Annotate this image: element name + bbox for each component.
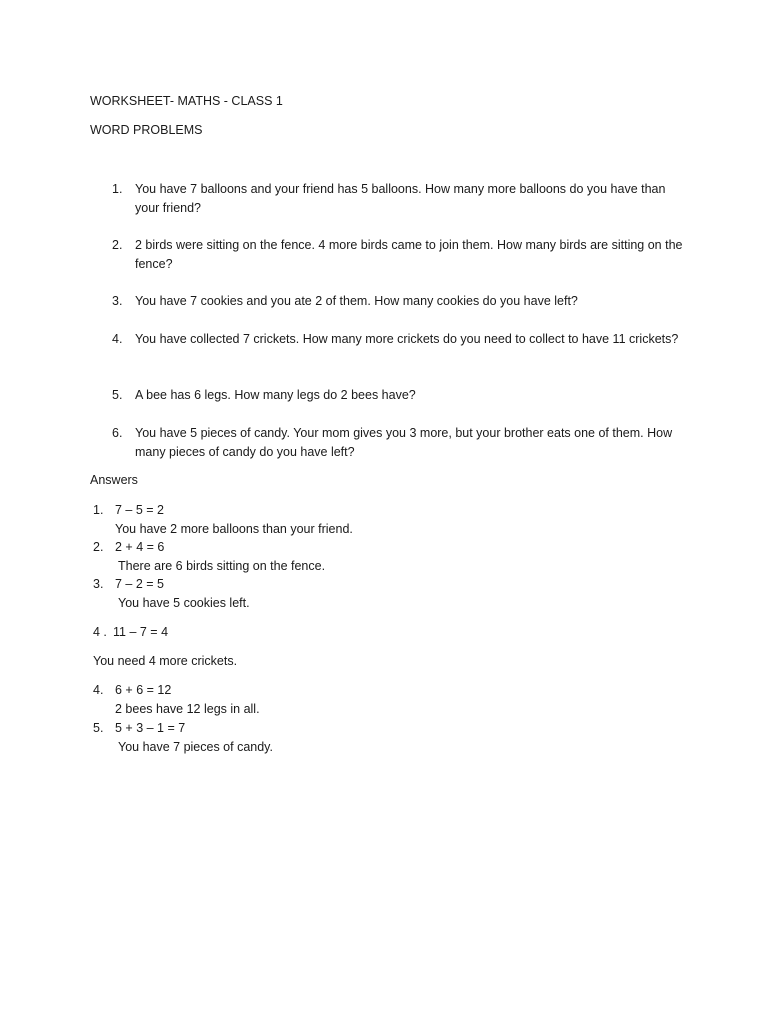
question-number: 4. (112, 332, 123, 346)
question-number: 5. (112, 388, 123, 402)
question-text: 2 birds were sitting on the fence. 4 more birds came to join them. How many birds are sitting on the fence? (135, 238, 683, 271)
question-number: 3. (112, 294, 123, 308)
question-number: 2. (112, 238, 123, 252)
answer-number: 5. (93, 721, 104, 735)
answer-sentence: You have 5 cookies left. (118, 596, 250, 610)
question-number: 1. (112, 182, 123, 196)
question-text: You have 5 pieces of candy. Your mom gives you 3 more, but your brother eats one of them. How many pieces of candy do you have left? (135, 426, 673, 459)
question-text: You have collected 7 crickets. How many more crickets do you need to collect to have 11 crickets? (135, 332, 679, 346)
answer-equation: 2 + 4 = 6 (115, 540, 165, 554)
worksheet-subtitle: WORD PROBLEMS (90, 123, 203, 137)
answer-sentence: You need 4 more crickets. (93, 654, 238, 668)
answer-sentence: You have 2 more balloons than your friend. (115, 522, 353, 536)
answer-sentence: There are 6 birds sitting on the fence. (118, 559, 326, 573)
question-number: 6. (112, 426, 123, 440)
answer-equation: 11 – 7 = 4 (113, 625, 169, 639)
answer-equation: 6 + 6 = 12 (115, 683, 172, 697)
answer-number: 4 . (93, 625, 107, 639)
answer-number: 4. (93, 683, 104, 697)
answer-sentence: 2 bees have 12 legs in all. (115, 702, 260, 716)
answers-heading: Answers (90, 473, 138, 487)
question-text: You have 7 balloons and your friend has 5 balloons. How many more balloons do you have than your friend? (135, 182, 666, 215)
answer-number: 3. (93, 577, 104, 591)
answer-number: 1. (93, 503, 104, 517)
worksheet-title: WORKSHEET- MATHS - CLASS 1 (90, 94, 283, 108)
question-text: You have 7 cookies and you ate 2 of them. How many cookies do you have left? (135, 294, 578, 308)
question-text: A bee has 6 legs. How many legs do 2 bees have? (135, 388, 416, 402)
answer-equation: 7 – 5 = 2 (115, 503, 164, 517)
answer-sentence: You have 7 pieces of candy. (118, 740, 273, 754)
answer-equation: 7 – 2 = 5 (115, 577, 164, 591)
answer-number: 2. (93, 540, 104, 554)
answer-equation: 5 + 3 – 1 = 7 (115, 721, 186, 735)
